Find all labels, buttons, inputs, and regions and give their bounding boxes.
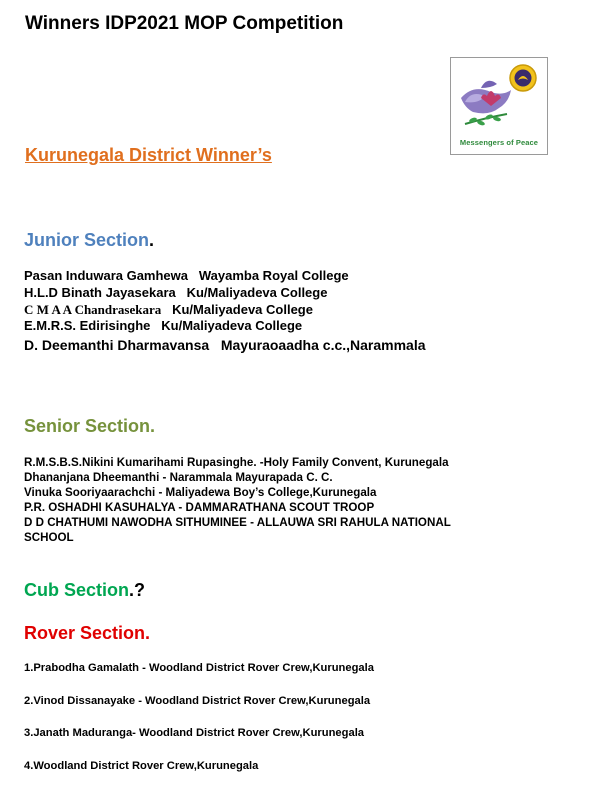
messengers-of-peace-logo: [450, 57, 548, 155]
senior-entry-continued: SCHOOL: [24, 531, 74, 544]
rover-entry: 2.Vinod Dissanayake - Woodland District Rover Crew,Kurunegala: [24, 695, 371, 707]
senior-entry: Vinuka Sooriyaarachchi - Maliyadewa Boy’s College,Kurunegala: [24, 486, 377, 499]
senior-entry: Dhananjana Dheemanthi - Narammala Mayurapada C. C.: [24, 471, 333, 484]
senior-section-heading: Senior Section.: [24, 416, 156, 436]
rover-entry: 3.Janath Maduranga- Woodland District Rover Crew,Kurunegala: [24, 727, 365, 739]
junior-entry: Pasan Induwara Gamhewa Wayamba Royal College: [24, 268, 349, 283]
rover-entry: 4.Woodland District Rover Crew,Kurunegala: [24, 760, 259, 772]
rover-entry: 1.Prabodha Gamalath - Woodland District Rover Crew,Kurunegala: [24, 662, 374, 674]
junior-section-heading: Junior Section.: [24, 230, 155, 250]
district-heading: Kurunegala District Winner’s: [25, 145, 272, 165]
junior-entry: D. Deemanthi Dharmavansa Mayuraoaadha c.c.,Narammala: [24, 337, 426, 353]
page-title: Winners IDP2021 MOP Competition: [25, 13, 344, 34]
senior-entry: R.M.S.B.S.Nikini Kumarihami Rupasinghe. -Holy Family Convent, Kurunegala: [24, 456, 449, 469]
senior-entry: D D CHATHUMI NAWODHA SITHUMINEE - ALLAUWA SRI RAHULA NATIONAL: [24, 516, 451, 529]
logo-caption: Messengers of Peace: [459, 138, 539, 147]
junior-entry: C M A A Chandrasekara Ku/Maliyadeva College: [24, 302, 313, 317]
junior-entry: E.M.R.S. Edirisinghe Ku/Maliyadeva College: [24, 318, 303, 333]
senior-entry: P.R. OSHADHI KASUHALYA - DAMMARATHANA SCOUT TROOP: [24, 501, 375, 514]
junior-entry: H.L.D Binath Jayasekara Ku/Maliyadeva College: [24, 285, 328, 300]
cub-section-heading: Cub Section.?: [24, 580, 146, 600]
rover-section-heading: Rover Section.: [24, 623, 151, 643]
